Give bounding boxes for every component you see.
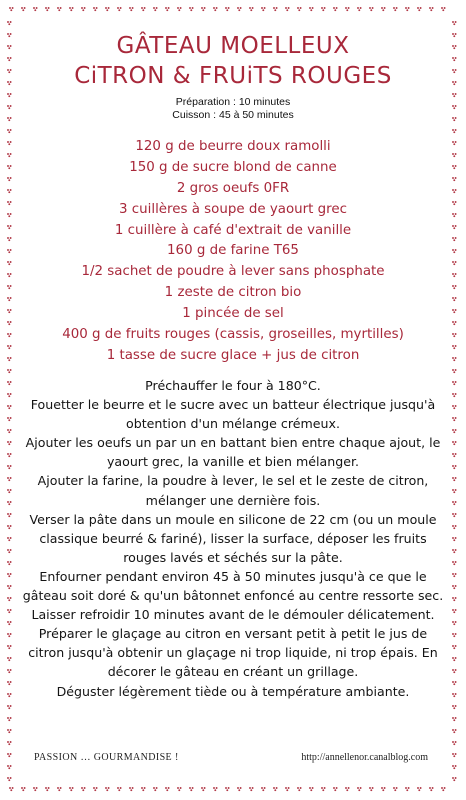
ingredient-item: 120 g de beurre doux ramolli xyxy=(135,139,331,154)
ingredient-item: 1 pincée de sel xyxy=(182,306,284,322)
instruction-step: Enfourner pendant environ 45 à 50 minutes jusqu'à ce que le gâteau soit doré & qu'un bâtonnet enfoncé au centre ressorte sec. Laisser refroidir 10 minutes avant de le démouler délicatement. xyxy=(22,568,444,623)
instruction-list xyxy=(22,376,444,701)
footer-signature: PASSION … GOURMANDISE ! xyxy=(34,752,179,763)
ingredient-item: 400 g de fruits rouges (cassis, groseilles, myrtilles) xyxy=(62,327,404,343)
ingredient-list xyxy=(0,137,466,367)
instruction-step: Fouetter le beurre et le sucre avec un batteur électrique jusqu'à obtention d'un mélange crémeux. xyxy=(30,397,436,432)
ingredient-item: 1 cuillère à café d'extrait de vanille xyxy=(114,222,352,238)
instruction-step: Déguster légèrement tiède ou à température ambiante. xyxy=(56,683,410,699)
ingredient-item: 1/2 sachet de poudre à lever sans phosphate xyxy=(81,264,385,280)
ingredient-item: 160 g de farine T65 xyxy=(167,243,299,259)
instruction-step: Préchauffer le four à 180°C. xyxy=(145,378,321,393)
ingredient-item: 3 cuillères à soupe de yaourt grec xyxy=(119,201,347,217)
ingredient-item: 1 tasse de sucre glace + jus de citron xyxy=(106,347,360,363)
instruction-step: Verser la pâte dans un moule en silicone de 22 cm (ou un moule classique beurré & fariné), lisser la surface, déposer les fruits rouges lavés et séchés sur la pâte. xyxy=(29,511,437,565)
recipe-title-line-1: GÂTEAU MOELLEUX xyxy=(116,33,350,59)
ingredient-item: 150 g de sucre blond de canne xyxy=(129,159,337,175)
instruction-step: Préparer le glaçage au citron en versant petit à petit le jus de citron jusqu'à obtenir un glaçage ni trop liquide, ni trop épais. En décorer le gâteau en créant un grillage. xyxy=(28,626,438,680)
ingredient-item: 2 gros oeufs 0FR xyxy=(176,180,290,196)
preparation-time: Préparation : 10 minutes xyxy=(175,96,291,108)
footer-blog-url[interactable]: http://annellenor.canalblog.com xyxy=(301,752,428,763)
recipe-title-line-2: CiTRON & FRUiTS ROUGES xyxy=(74,63,392,89)
instruction-step: Ajouter les oeufs un par un en battant bien entre chaque ajout, le yaourt grec, la vanille et bien mélanger. xyxy=(25,435,441,470)
cooking-time: Cuisson : 45 à 50 minutes xyxy=(172,109,294,121)
ingredient-item: 1 zeste de citron bio xyxy=(164,285,302,301)
instruction-step: Ajouter la farine, la poudre à lever, le sel et le zeste de citron, mélanger une dernière fois. xyxy=(37,473,429,508)
